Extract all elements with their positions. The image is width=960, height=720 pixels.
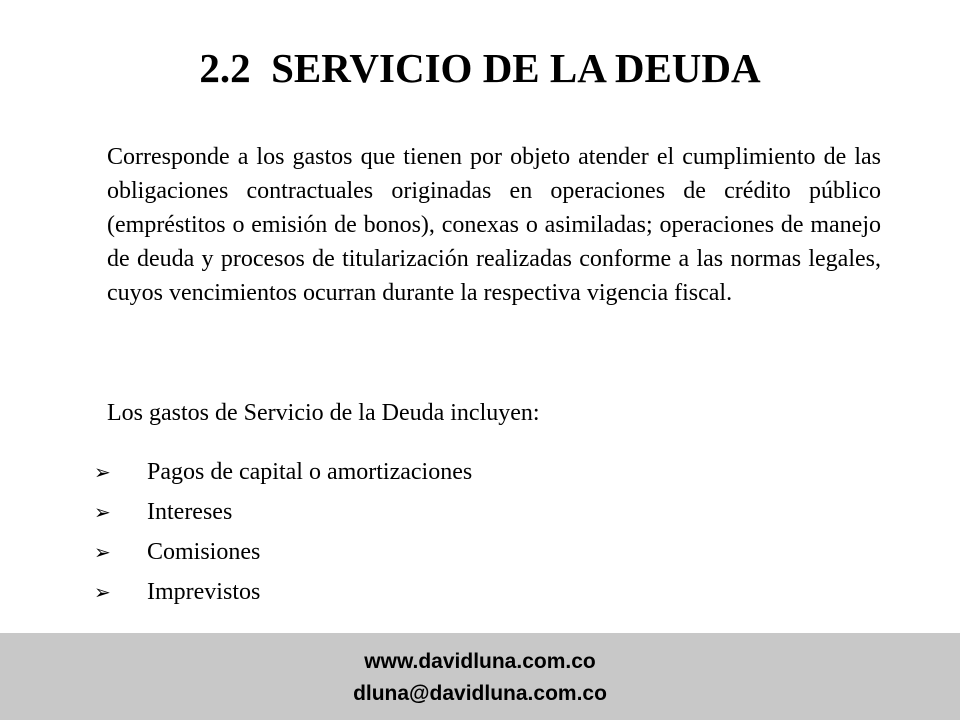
- list-item-label: Comisiones: [147, 538, 261, 565]
- list-intro: Los gastos de Servicio de la Deuda incluyen:: [107, 400, 540, 426]
- footer-email-link[interactable]: dluna@davidluna.com.co: [353, 682, 607, 705]
- definition-paragraph: Corresponde a los gastos que tienen por objeto atender el cumplimiento de las obligaciones contractuales originadas en operaciones de crédito público (empréstitos o emisión de bonos), conexas o asimiladas; operaciones de manejo de deuda y procesos de titularización realizadas conforme a las normas legales, cuyos vencimientos ocurran durante la respectiva vigencia fiscal.: [107, 144, 881, 306]
- list-item: [94, 452, 472, 492]
- expense-list: [94, 452, 472, 612]
- arrowhead-bullet-icon: ➢: [94, 540, 111, 564]
- list-item: [94, 492, 472, 532]
- arrowhead-bullet-icon: ➢: [94, 580, 111, 604]
- arrowhead-bullet-icon: ➢: [94, 500, 111, 524]
- slide-title: 2.2 SERVICIO DE LA DEUDA: [199, 45, 761, 91]
- list-item-label: Pagos de capital o amortizaciones: [147, 458, 473, 485]
- list-item: [94, 532, 472, 572]
- list-item-label: Imprevistos: [147, 578, 261, 605]
- list-item: [94, 572, 472, 612]
- footer-band: [0, 633, 960, 720]
- list-item-label: Intereses: [147, 498, 233, 525]
- arrowhead-bullet-icon: ➢: [94, 460, 111, 484]
- footer-website-link[interactable]: www.davidluna.com.co: [364, 650, 596, 673]
